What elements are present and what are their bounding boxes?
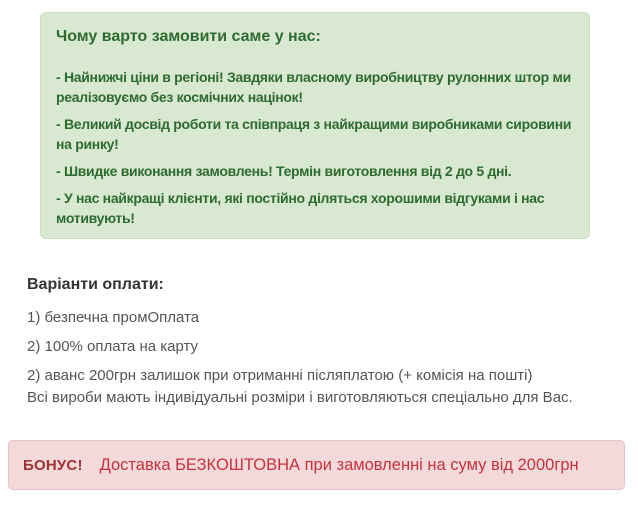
benefit-item-lowest-prices: - Найнижчі ціни в регіоні! Завдяки власному виробництву рулонних штор ми реалізовуємо без космічних націнок! <box>56 69 571 105</box>
bonus-free-shipping-text: Доставка БЕЗКОШТОВНА при замовленні на суму від 2000грн <box>99 456 579 474</box>
product-description-page <box>0 12 638 490</box>
benefit-item-fast-production: - Швидке виконання замовлень! Термін виготовлення від 2 до 5 дні. <box>56 163 512 179</box>
custom-sizes-note: Всі вироби мають індивідуальні розміри і виготовляються спеціально для Вас. <box>27 389 573 406</box>
bonus-banner <box>8 440 625 490</box>
benefit-item-best-clients: - У нас найкращі клієнти, які постійно діляться хорошими відгуками і нас мотивують! <box>56 190 545 226</box>
payment-section <box>27 275 618 408</box>
benefit-item-experience: - Великий досвід роботи та співпраця з найкращими виробниками сировини на ринку! <box>56 116 572 152</box>
benefits-title: Чому варто замовити саме у нас: <box>56 28 321 45</box>
benefits-box <box>40 12 590 239</box>
payment-options-title: Варіанти оплати: <box>27 276 164 293</box>
bonus-label: БОНУС! <box>23 456 83 474</box>
payment-option-advance: 2) аванс 200грн залишок при отриманні післяплатою (+ комісія на пошті) <box>27 367 533 384</box>
payment-option-card: 2) 100% оплата на карту <box>27 338 199 355</box>
payment-option-prom-pay: 1) безпечна промОплата <box>27 309 200 326</box>
